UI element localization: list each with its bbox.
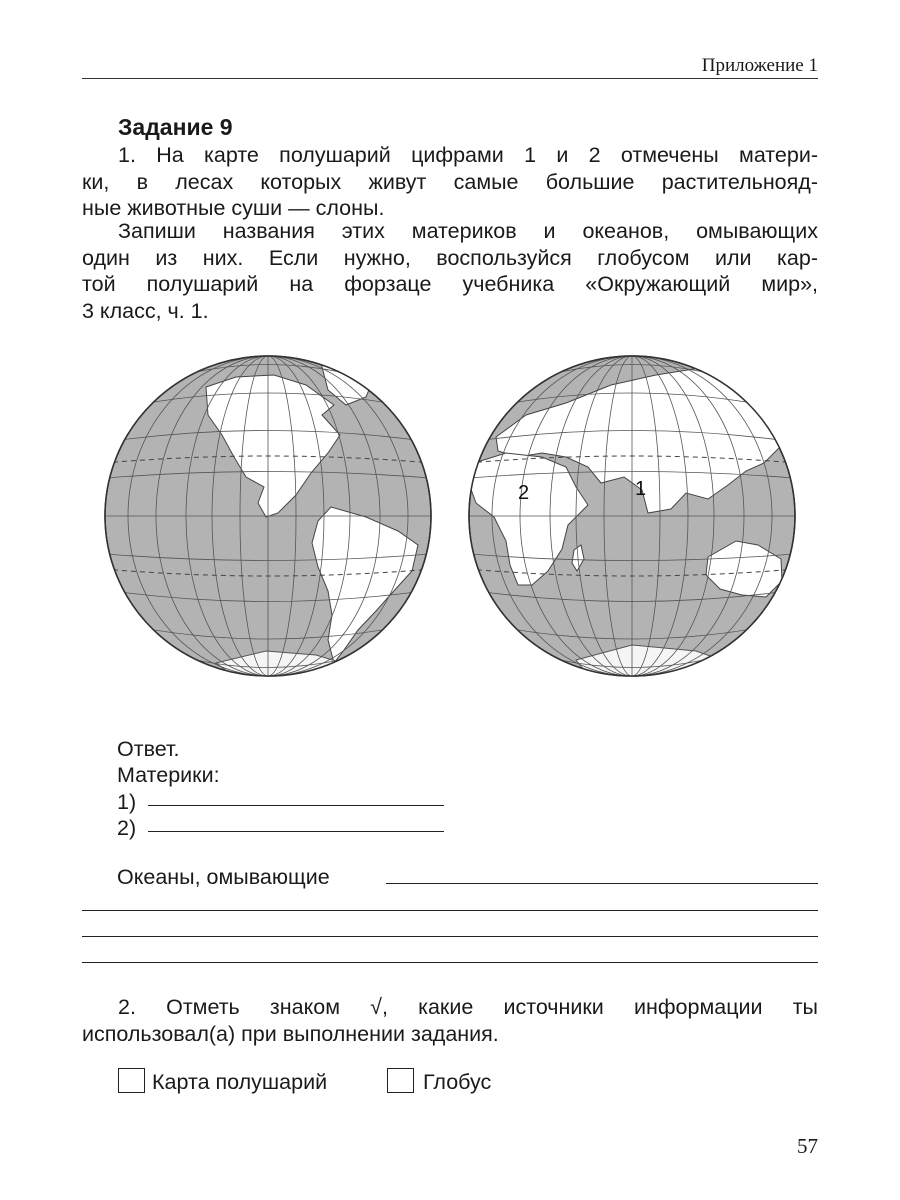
text-line: ные животные суши — слоны. xyxy=(82,196,385,220)
text-line: использовал(а) при выполнении задания. xyxy=(82,1021,499,1046)
task-part1-text xyxy=(82,142,818,222)
continent-item-2: 2) xyxy=(117,816,137,840)
text-line: 3 класс, ч. 1. xyxy=(82,298,209,323)
task-title: Задание 9 xyxy=(118,114,233,140)
task-instruction-text xyxy=(82,218,818,324)
text-line: той полушарий на форзаце учебника «Окружающий мир», xyxy=(82,272,818,296)
eastern-hemisphere xyxy=(460,345,806,690)
continents-label: Материки: xyxy=(117,763,220,787)
hemisphere-map-option-label: Карта полушарий xyxy=(152,1070,328,1094)
task-part2-text xyxy=(82,994,818,1047)
text-line: 1. На карте полушарий цифрами 1 и 2 отмечены матери- xyxy=(118,143,818,167)
continent-item-1: 1) xyxy=(117,790,137,814)
header-divider xyxy=(82,78,818,79)
text-line: один из них. Если нужно, воспользуйся глобусом или кар- xyxy=(82,245,818,270)
answer-label: Ответ. xyxy=(117,737,180,761)
hemisphere-map-checkbox[interactable] xyxy=(118,1068,145,1093)
globe-checkbox[interactable] xyxy=(387,1068,414,1093)
continent-1-answer-line[interactable] xyxy=(148,805,444,806)
oceans-answer-line-1[interactable] xyxy=(386,883,818,884)
text-line: ки, в лесах которых живут самые большие растительнояд- xyxy=(82,169,818,194)
oceans-answer-line-4[interactable] xyxy=(82,962,818,963)
page-number: 57 xyxy=(797,1134,818,1158)
oceans-answer-line-3[interactable] xyxy=(82,936,818,937)
text-line: 2. Отметь знаком √, какие источники информации ты xyxy=(118,995,818,1019)
oceans-answer-line-2[interactable] xyxy=(82,910,818,911)
text-line: Запиши названия этих материков и океанов, омывающих xyxy=(118,219,818,243)
running-header: Приложение 1 xyxy=(701,55,818,76)
map-marker-2: 2 xyxy=(518,482,530,504)
map-marker-1: 1 xyxy=(635,478,647,500)
western-hemisphere xyxy=(96,345,446,690)
oceans-label: Океаны, омывающие xyxy=(117,865,330,889)
hemispheres-map xyxy=(96,345,806,690)
globe-option-label: Глобус xyxy=(423,1070,492,1094)
continent-2-answer-line[interactable] xyxy=(148,831,444,832)
